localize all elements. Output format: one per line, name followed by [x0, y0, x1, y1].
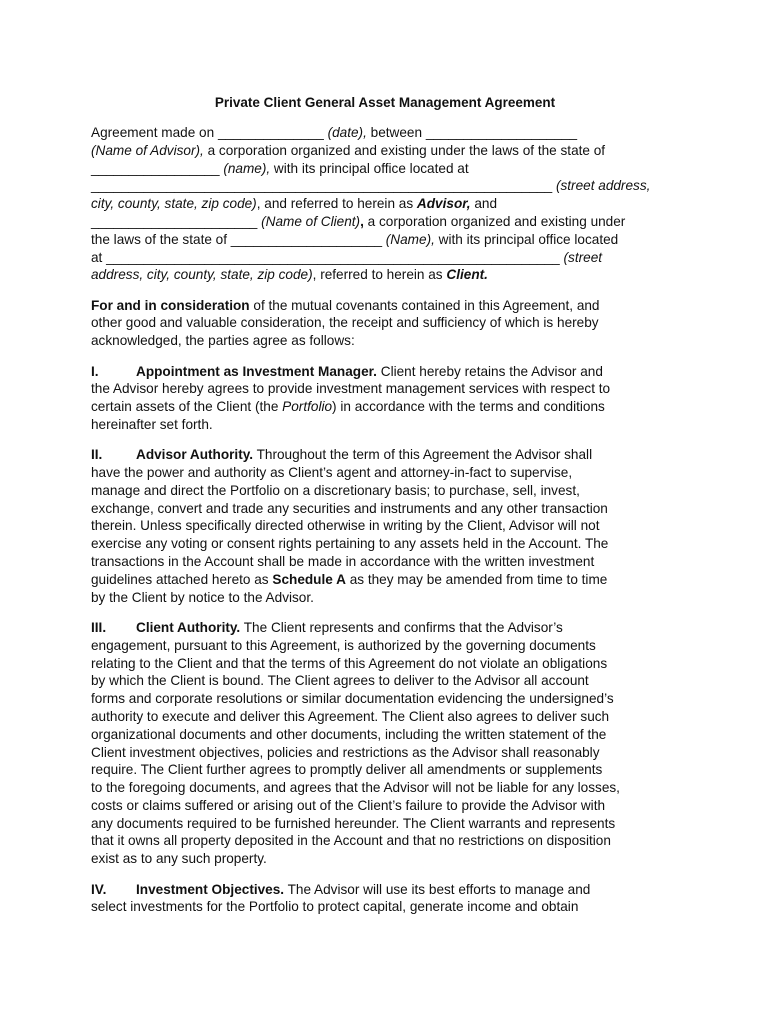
section-number: III.	[91, 619, 107, 635]
text-run: Advisor,	[416, 196, 471, 212]
text-line	[91, 195, 685, 213]
text-line	[91, 266, 685, 284]
text-line	[91, 832, 685, 850]
text-line	[91, 124, 685, 142]
text-run: Advisor Authority.	[136, 447, 254, 463]
text-line	[91, 500, 685, 518]
text-run: The Advisor will use its best efforts to manage and	[284, 881, 591, 897]
text-run: _________________	[91, 160, 224, 176]
text-run: Client hereby retains the Advisor and	[376, 363, 603, 379]
text-line	[91, 416, 685, 434]
document-title: Private Client General Asset Management Agreement	[214, 95, 556, 110]
text-line	[91, 231, 685, 249]
text-run: as they may be amended from time to time	[345, 571, 608, 587]
text-run: authority to execute and deliver this Agreement. The Client also agrees to deliver such	[91, 708, 610, 724]
text-run: Throughout the term of this Agreement the Advisor shall	[253, 447, 593, 463]
text-run: certain assets of the Client (the	[91, 399, 283, 415]
text-run: therein. Unless specifically directed otherwise in writing by the Client, Advisor will not	[91, 518, 600, 534]
text-line	[91, 517, 685, 535]
section-4-investment-objectives	[91, 881, 685, 917]
text-line	[91, 249, 685, 267]
text-run: For and in consideration	[91, 297, 250, 313]
text-run: engagement, pursuant to this Agreement, is authorized by the governing documents	[91, 637, 596, 653]
text-run: the Advisor hereby agrees to provide investment management services with respect to	[91, 381, 611, 397]
text-run: ) in accordance with the terms and conditions	[332, 399, 605, 415]
text-run: , referred to herein as	[312, 267, 447, 283]
text-run: Client investment objectives, policies and restrictions as the Advisor shall reasonably	[91, 744, 600, 760]
text-run: at ____________________________________________________________	[91, 249, 564, 265]
text-run: _____________________________________________________________	[91, 178, 556, 194]
text-line	[91, 213, 685, 231]
text-run: by the Client by notice to the Advisor.	[91, 589, 314, 605]
text-line	[91, 655, 685, 673]
text-run: Portfolio	[282, 399, 333, 415]
text-run: , and referred to herein as	[256, 196, 417, 212]
text-run: (name),	[223, 160, 271, 176]
text-run: Agreement made on ______________	[91, 125, 328, 140]
text-line	[91, 482, 685, 500]
text-line	[91, 761, 685, 779]
text-run: ,	[360, 213, 364, 229]
text-run: The Client represents and confirms that the Advisor’s	[240, 619, 563, 635]
section-number: IV.	[91, 881, 107, 897]
text-line	[91, 589, 685, 607]
text-run: (street	[563, 249, 603, 265]
text-run: exchange, convert and trade any securities and instruments and any other transaction	[91, 500, 608, 516]
text-run: and	[470, 196, 498, 212]
text-run: Schedule A	[272, 571, 346, 587]
text-run: exercise any voting or consent rights pertaining to any assets held in the Account. The	[91, 536, 609, 552]
text-line	[91, 297, 685, 315]
text-line	[91, 398, 685, 416]
text-run: address, city, county, state, zip code)	[91, 267, 313, 283]
section-1-appointment	[91, 363, 685, 434]
text-run: require. The Client further agrees to promptly deliver all amendments or supplements	[91, 762, 603, 778]
text-run: exist as to any such property.	[91, 851, 267, 867]
section-number: II.	[91, 447, 103, 463]
document-body	[91, 124, 685, 916]
text-run: manage and direct the Portfolio on a discretionary basis; to purchase, sell, invest,	[91, 482, 580, 498]
text-run: acknowledged, the parties agree as follows:	[91, 333, 355, 349]
text-run: that it owns all property deposited in the Account and that no restrictions on disposition	[91, 833, 611, 849]
text-run: (Name of Client)	[261, 213, 361, 229]
text-run: relating to the Client and that the terms of this Agreement do not violate an obligations	[91, 655, 608, 671]
text-line	[91, 380, 685, 398]
text-run: ______________________	[91, 213, 262, 229]
text-line	[91, 363, 685, 381]
text-run: transactions in the Account shall be made in accordance with the written investment	[91, 554, 595, 570]
intro-paragraph	[91, 124, 685, 284]
text-run: Client Authority.	[136, 619, 241, 635]
text-run: have the power and authority as Client’s agent and attorney-in-fact to supervise,	[91, 465, 573, 481]
text-line	[91, 797, 685, 815]
text-run: (street address,	[555, 178, 651, 194]
text-run: between ____________________	[366, 125, 578, 140]
text-run: other good and valuable consideration, the receipt and sufficiency of which is hereby	[91, 315, 599, 331]
text-line	[91, 464, 685, 482]
text-line	[91, 619, 685, 637]
text-line	[91, 850, 685, 868]
text-line	[91, 553, 685, 571]
text-run: to the foregoing documents, and agrees that the Advisor will not be liable for any losses,	[91, 780, 620, 796]
text-run: (Name of Advisor),	[91, 142, 204, 158]
text-line	[91, 314, 685, 332]
text-run: Appointment as Investment Manager.	[136, 363, 377, 379]
text-run: a corporation organized and existing under	[363, 213, 626, 229]
text-run: Investment Objectives.	[136, 881, 285, 897]
text-run: the laws of the state of ____________________	[91, 231, 386, 247]
text-line	[91, 881, 685, 899]
text-line	[91, 332, 685, 350]
text-line	[91, 815, 685, 833]
text-line	[91, 637, 685, 655]
text-run: any documents required to be furnished hereunder. The Client warrants and represents	[91, 815, 616, 831]
text-line	[91, 672, 685, 690]
section-number: I.	[91, 363, 99, 379]
text-run: Client.	[446, 267, 488, 283]
text-run: costs or claims suffered or arising out of the Client’s failure to provide the Advisor with	[91, 797, 606, 813]
text-run: organizational documents and other documents, including the written statement of the	[91, 726, 607, 742]
section-2-advisor-authority	[91, 446, 685, 606]
text-run: by which the Client is bound. The Client agrees to deliver to the Advisor all account	[91, 673, 589, 689]
text-line	[91, 177, 685, 195]
section-3-client-authority	[91, 619, 685, 868]
text-run: (Name),	[385, 231, 435, 247]
text-line	[91, 142, 685, 160]
text-line	[91, 898, 685, 916]
text-run: with its principal office located at	[270, 160, 469, 176]
text-line	[91, 779, 685, 797]
text-line	[91, 535, 685, 553]
text-run: a corporation organized and existing under the laws of the state of	[203, 142, 606, 158]
text-line	[91, 708, 685, 726]
text-run: (date),	[327, 125, 367, 140]
text-line	[91, 571, 685, 589]
consideration-paragraph	[91, 297, 685, 350]
text-line	[91, 726, 685, 744]
text-line	[91, 744, 685, 762]
text-run: hereinafter set forth.	[91, 416, 213, 432]
text-run: forms and corporate resolutions or similar documentation evidencing the undersigned’s	[91, 691, 614, 707]
text-run: guidelines attached hereto as	[91, 571, 273, 587]
text-run: select investments for the Portfolio to protect capital, generate income and obtain	[91, 899, 579, 915]
text-run: of the mutual covenants contained in this Agreement, and	[249, 297, 600, 313]
text-run: with its principal office located	[434, 231, 619, 247]
text-line	[91, 160, 685, 178]
text-line	[91, 446, 685, 464]
text-line	[91, 690, 685, 708]
text-run: city, county, state, zip code)	[91, 196, 257, 212]
